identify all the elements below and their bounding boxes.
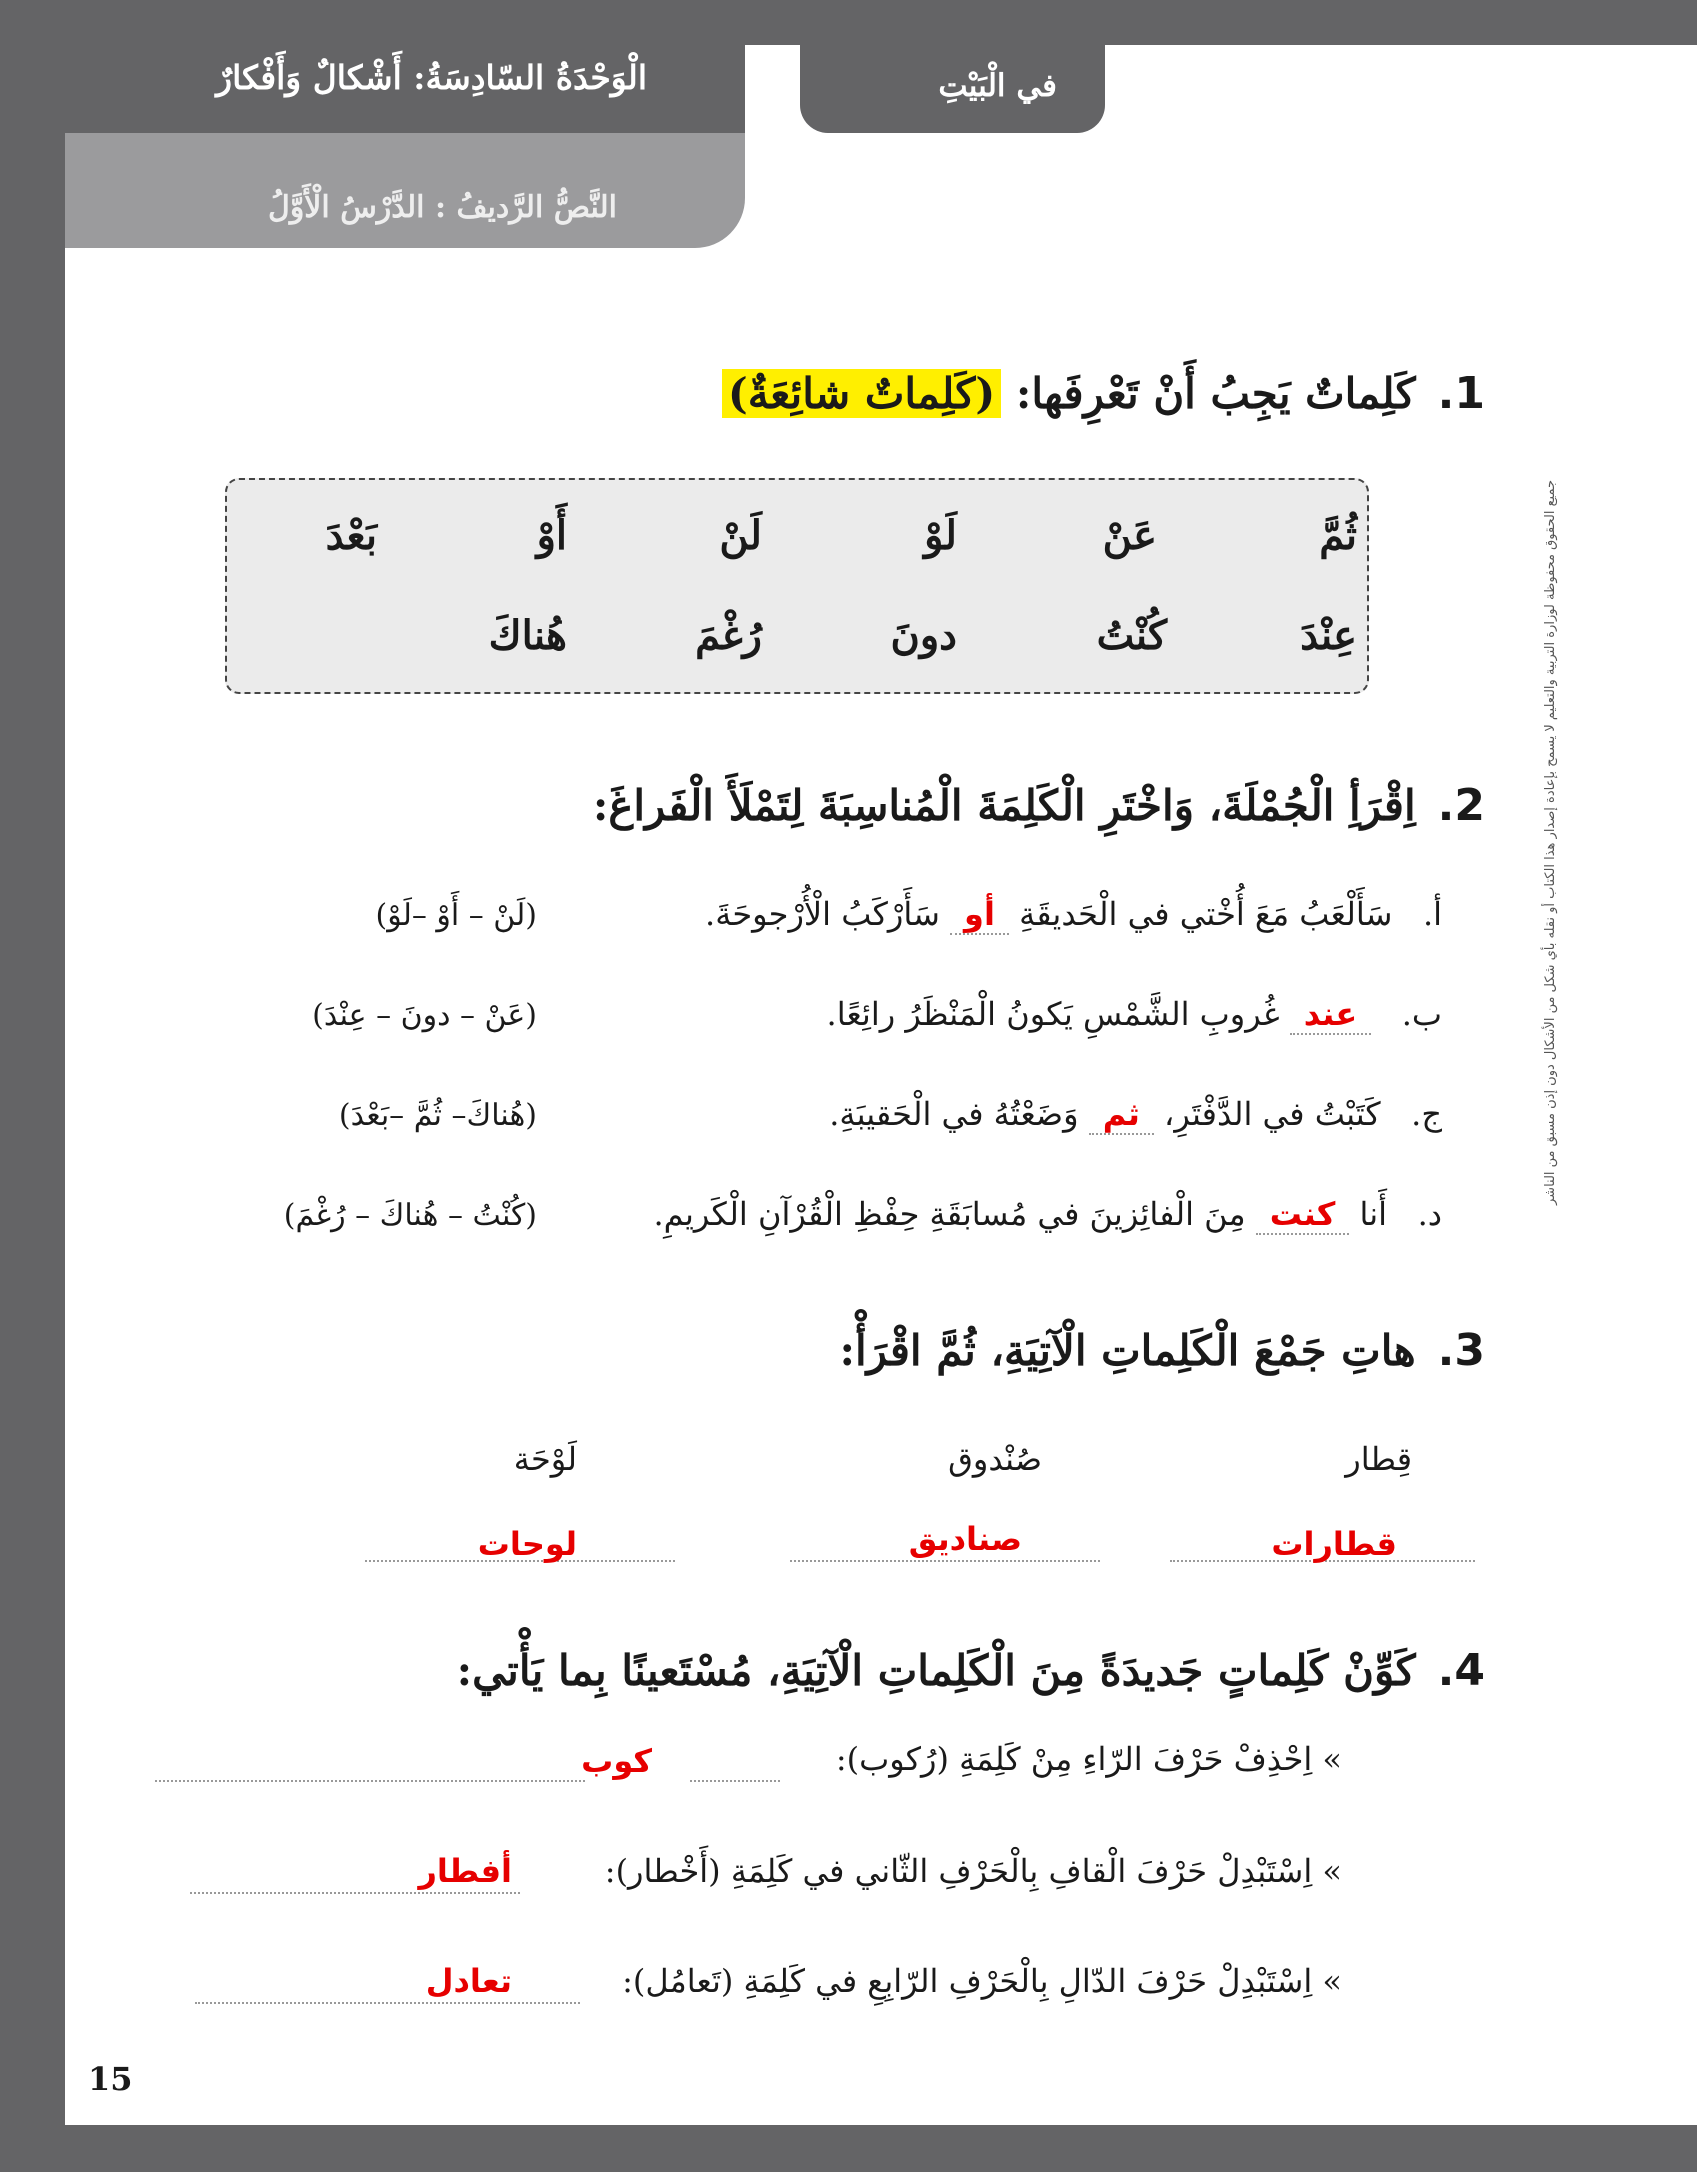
q2-item-a-before: سَأَلْعَبُ مَعَ أُخْتي في الْحَديقَةِ	[1019, 895, 1393, 933]
q2-item-b-letter: ب.	[1401, 995, 1442, 1033]
q1-title: كَلِماتٌ يَجِبُ أَنْ تَعْرِفَها:	[1015, 369, 1416, 418]
word-1: ثُمَّ	[1319, 512, 1357, 559]
word-7: عِنْدَ	[1300, 612, 1357, 659]
q4-item-2-line	[190, 1890, 520, 1894]
q2-heading	[593, 780, 1485, 831]
q2-item-a-options: (لَنْ – أَوْ –لَوْ)	[375, 898, 537, 933]
q2-item-a-after: سَأَرْكَبُ الْأُرْجوحَةَ.	[705, 895, 940, 933]
q2-item-d-after: مِنَ الْفائِزينَ في مُسابَقَةِ حِفْظِ الْقُرْآنِ الْكَريمِ.	[653, 1195, 1246, 1233]
q2-item-c-before: كَتَبْتُ في الدَّفْتَرِ،	[1164, 1095, 1381, 1133]
q2-item-c-after: وَضَعْتُهُ في الْحَقيبَةِ.	[829, 1095, 1079, 1133]
copyright-side-note: جميع الحقوق محفوظة لوزارة التربية والتعليم لا يسمح بإعادة إصدار هذا الكتاب أو نقله بأي شكل من الأشكال دون إذن مسبق من الناشر	[1543, 480, 1558, 1205]
word-8: كُنْتُ	[1096, 612, 1167, 659]
plural-2-line	[790, 1558, 1100, 1562]
q2-item-a-answer[interactable]: أو	[950, 895, 1009, 935]
singular-1: قِطار	[1345, 1440, 1412, 1478]
q2-item-c	[829, 1095, 1442, 1133]
q3-title: هاتِ جَمْعَ الْكَلِماتِ الْآتِيَةِ، ثُمَّ اقْرَأْ:	[839, 1326, 1416, 1375]
q1-heading	[722, 368, 1485, 419]
q3-heading	[839, 1325, 1485, 1376]
q4-item-1: » اِحْذِفْ حَرْفَ الرّاءِ مِنْ كَلِمَةِ (رُكوب):	[835, 1740, 1342, 1778]
q2-item-b-after: غُروبِ الشَّمْسِ يَكونُ الْمَنْظَرُ رائِعًا.	[826, 995, 1280, 1033]
q2-item-d-answer[interactable]: كنت	[1256, 1195, 1350, 1235]
q2-item-c-options: (هُناكَ– ثُمَّ –بَعْدَ)	[338, 1098, 537, 1133]
page-background	[65, 45, 1697, 2125]
word-11: هُناكَ	[488, 612, 567, 659]
plural-2[interactable]: صناديق	[908, 1520, 1022, 1558]
q2-item-d-letter: د.	[1417, 1195, 1442, 1233]
singular-3: لَوْحَة	[513, 1440, 577, 1478]
tab-label: في الْبَيْتِ	[938, 68, 1057, 104]
q2-item-d-options: (كُنْتُ – هُناكَ – رُغْمَ)	[283, 1198, 537, 1233]
q1-number: 1.	[1437, 368, 1485, 419]
q4-item-3-answer[interactable]: تعادل	[425, 1962, 512, 2000]
q4-item-3-line	[195, 2000, 580, 2004]
q4-item-1-answer[interactable]: كوب	[581, 1742, 652, 1780]
word-2: عَنْ	[1102, 512, 1157, 559]
word-9: دونَ	[890, 612, 957, 659]
q4-heading	[457, 1645, 1485, 1696]
q4-item-1-line-b	[690, 1778, 780, 1782]
word-3: لَوْ	[924, 512, 957, 559]
q2-item-c-letter: ج.	[1411, 1095, 1442, 1133]
q4-number: 4.	[1437, 1645, 1485, 1696]
q4-item-3: » اِسْتَبْدِلْ حَرْفَ الدّالِ بِالْحَرْفِ الرّابِعِ في كَلِمَةِ (تَعامُل):	[622, 1962, 1342, 2000]
q2-item-d-before: أَنا	[1359, 1195, 1388, 1233]
word-5: أَوْ	[536, 512, 567, 559]
plural-1[interactable]: قطارات	[1271, 1525, 1397, 1563]
q2-title: اِقْرَأِ الْجُمْلَةَ، وَاخْتَرِ الْكَلِمَةَ الْمُناسِبَةَ لِتَمْلَأَ الْفَراغَ:	[592, 781, 1416, 830]
lesson-title: النَّصُّ الرَّديفُ : الدَّرْسُ الْأَوَّلُ	[268, 190, 617, 225]
word-6: بَعْدَ	[325, 512, 377, 559]
q2-item-b	[827, 995, 1442, 1033]
unit-title: الْوَحْدَةُ السّادِسَةُ: أَشْكالٌ وَأَفْكارٌ	[216, 58, 647, 97]
q2-item-d	[653, 1195, 1442, 1233]
word-10: رُغْمَ	[695, 612, 762, 659]
q4-item-1-line-a	[155, 1778, 585, 1782]
word-4: لَنْ	[719, 512, 762, 559]
q3-number: 3.	[1437, 1325, 1485, 1376]
plural-3[interactable]: لوحات	[477, 1525, 577, 1563]
q2-item-a	[705, 895, 1442, 933]
q1-highlight: (كَلِماتٌ شائِعَةٌ)	[722, 369, 1001, 418]
q2-item-b-options: (عَنْ – دونَ – عِنْدَ)	[312, 998, 537, 1033]
q4-item-2: » اِسْتَبْدِلْ حَرْفَ الْقافِ بِالْحَرْفِ الثّاني في كَلِمَةِ (أَخْطار):	[604, 1852, 1342, 1890]
q2-item-c-answer[interactable]: ثم	[1089, 1095, 1154, 1135]
singular-2: صُنْدوق	[948, 1440, 1042, 1478]
q2-number: 2.	[1437, 780, 1485, 831]
q2-item-a-letter: أ.	[1422, 895, 1442, 933]
q4-title: كَوِّنْ كَلِماتٍ جَديدَةً مِنَ الْكَلِماتِ الْآتِيَةِ، مُسْتَعينًا بِما يَأْتي:	[456, 1646, 1416, 1695]
q2-item-b-answer[interactable]: عند	[1290, 995, 1371, 1035]
page-number: 15	[88, 2060, 133, 2098]
common-words-box	[225, 478, 1369, 694]
q4-item-2-answer[interactable]: أفطار	[418, 1852, 512, 1890]
